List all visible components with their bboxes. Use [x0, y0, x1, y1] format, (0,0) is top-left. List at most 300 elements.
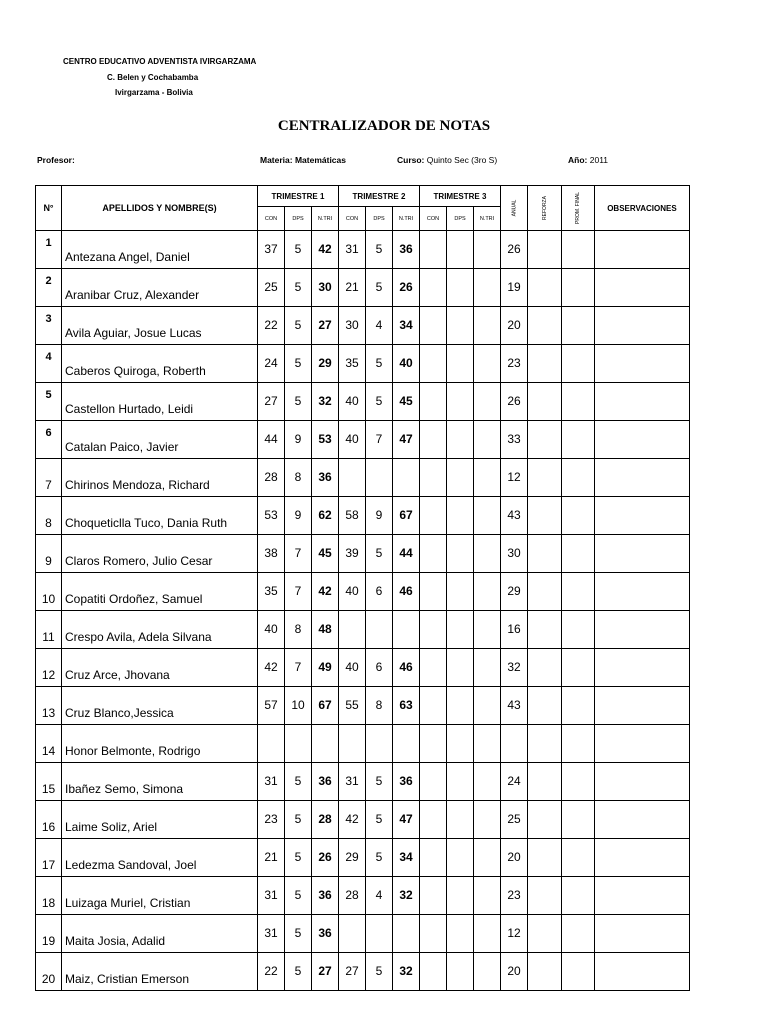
t3-con-cell — [420, 915, 447, 953]
table-row — [36, 269, 690, 307]
t3-dps-cell — [447, 307, 474, 345]
row-number-label: 15 — [41, 782, 56, 796]
t1-dps-cell: 5 — [285, 383, 312, 421]
t1-con-cell: 27 — [258, 383, 285, 421]
t3-dps-cell — [447, 839, 474, 877]
prom-final-cell — [562, 345, 595, 383]
observaciones-cell — [594, 953, 689, 991]
t1-ntri-cell: 29 — [312, 345, 339, 383]
table-row — [36, 421, 690, 459]
t1-ntri-cell: 42 — [312, 231, 339, 269]
t1-con-cell: 31 — [258, 915, 285, 953]
col-header-trimestre-2: TRIMESTRE 2 — [339, 186, 420, 207]
table-row — [36, 611, 690, 649]
row-number-label: 12 — [41, 668, 56, 682]
student-name: Catalan Paico, Javier — [62, 421, 258, 459]
t2-ntri-cell: 36 — [393, 763, 420, 801]
anual-cell: 43 — [501, 687, 528, 725]
t1-dps-cell: 7 — [285, 573, 312, 611]
t2-ntri-cell: 32 — [393, 953, 420, 991]
anual-cell: 30 — [501, 535, 528, 573]
t3-ntri-cell — [474, 611, 501, 649]
col-header-reforza — [528, 186, 562, 231]
t1-dps-cell: 5 — [285, 801, 312, 839]
t3-ntri-cell — [474, 307, 501, 345]
anual-cell: 33 — [501, 421, 528, 459]
t2-con-cell: 40 — [339, 421, 366, 459]
anual-cell: 32 — [501, 649, 528, 687]
curso-value: Quinto Sec (3ro S) — [426, 155, 498, 165]
t2-con-cell: 40 — [339, 649, 366, 687]
t1-con-cell: 21 — [258, 839, 285, 877]
t2-ntri-cell: 36 — [393, 231, 420, 269]
t1-dps-cell: 5 — [285, 307, 312, 345]
anual-cell: 25 — [501, 801, 528, 839]
reforza-cell — [528, 421, 562, 459]
reforza-cell — [528, 839, 562, 877]
t3-con-cell — [420, 687, 447, 725]
prom-final-cell — [562, 687, 595, 725]
anual-cell: 23 — [501, 877, 528, 915]
t1-dps-cell: 9 — [285, 497, 312, 535]
t1-ntri-cell: 32 — [312, 383, 339, 421]
prom-final-cell — [562, 649, 595, 687]
subheader-t2-dps: DPS — [366, 207, 393, 231]
t2-dps-cell: 5 — [366, 383, 393, 421]
t1-ntri-cell: 62 — [312, 497, 339, 535]
t1-con-cell: 35 — [258, 573, 285, 611]
t1-dps-cell — [285, 725, 312, 763]
col-header-prom-final — [562, 186, 595, 231]
t3-con-cell — [420, 839, 447, 877]
observaciones-cell — [594, 535, 689, 573]
t3-ntri-cell — [474, 687, 501, 725]
t1-ntri-cell: 28 — [312, 801, 339, 839]
t2-ntri-cell: 45 — [393, 383, 420, 421]
observaciones-cell — [594, 497, 689, 535]
t1-con-cell: 23 — [258, 801, 285, 839]
t3-ntri-cell — [474, 421, 501, 459]
t3-ntri-cell — [474, 345, 501, 383]
t2-dps-cell: 7 — [366, 421, 393, 459]
anio-label: Año: — [568, 155, 588, 165]
t3-ntri-cell — [474, 953, 501, 991]
t1-ntri-cell: 36 — [312, 459, 339, 497]
profesor-label: Profesor: — [37, 155, 75, 165]
observaciones-cell — [594, 801, 689, 839]
t3-dps-cell — [447, 345, 474, 383]
row-number — [36, 801, 62, 839]
row-number — [36, 307, 62, 345]
t3-dps-cell — [447, 535, 474, 573]
table-row — [36, 915, 690, 953]
t1-dps-cell: 8 — [285, 611, 312, 649]
subheader-t3-con: CON — [420, 207, 447, 231]
student-name: Aranibar Cruz, Alexander — [62, 269, 258, 307]
table-row — [36, 383, 690, 421]
observaciones-cell — [594, 839, 689, 877]
t2-ntri-cell — [393, 459, 420, 497]
observaciones-cell — [594, 231, 689, 269]
t2-dps-cell: 4 — [366, 877, 393, 915]
prom-final-cell — [562, 383, 595, 421]
student-name: Antezana Angel, Daniel — [62, 231, 258, 269]
prom-final-cell — [562, 801, 595, 839]
student-name: Luizaga Muriel, Cristian — [62, 877, 258, 915]
t3-dps-cell — [447, 421, 474, 459]
t2-ntri-cell: 26 — [393, 269, 420, 307]
t1-con-cell: 22 — [258, 953, 285, 991]
t1-dps-cell: 5 — [285, 763, 312, 801]
t2-dps-cell: 5 — [366, 269, 393, 307]
student-name: Crespo Avila, Adela Silvana — [62, 611, 258, 649]
prom-final-cell — [562, 839, 595, 877]
student-name: Copatiti Ordoñez, Samuel — [62, 573, 258, 611]
observaciones-cell — [594, 877, 689, 915]
student-name: Avila Aguiar, Josue Lucas — [62, 307, 258, 345]
t2-dps-cell: 5 — [366, 801, 393, 839]
row-number-label: 4 — [45, 351, 52, 363]
t1-ntri-cell: 45 — [312, 535, 339, 573]
observaciones-cell — [594, 307, 689, 345]
t1-ntri-cell: 27 — [312, 953, 339, 991]
t1-dps-cell: 5 — [285, 231, 312, 269]
t3-dps-cell — [447, 649, 474, 687]
row-number — [36, 839, 62, 877]
t2-dps-cell: 4 — [366, 307, 393, 345]
student-name: Choqueticlla Tuco, Dania Ruth — [62, 497, 258, 535]
row-number-label: 20 — [41, 972, 56, 986]
row-number — [36, 573, 62, 611]
t1-con-cell: 25 — [258, 269, 285, 307]
t1-con-cell: 53 — [258, 497, 285, 535]
t3-dps-cell — [447, 725, 474, 763]
t3-con-cell — [420, 877, 447, 915]
t2-dps-cell — [366, 725, 393, 763]
prom-final-cell — [562, 725, 595, 763]
row-number-label: 5 — [45, 389, 52, 401]
t1-ntri-cell: 36 — [312, 877, 339, 915]
observaciones-cell — [594, 687, 689, 725]
col-header-trimestre-3: TRIMESTRE 3 — [420, 186, 501, 207]
t1-con-cell: 42 — [258, 649, 285, 687]
prom-final-cell — [562, 421, 595, 459]
prom-final-cell — [562, 915, 595, 953]
table-row — [36, 573, 690, 611]
t3-ntri-cell — [474, 915, 501, 953]
col-header-observaciones: OBSERVACIONES — [594, 186, 689, 231]
row-number-label: 17 — [41, 858, 56, 872]
reforza-cell — [528, 763, 562, 801]
t3-dps-cell — [447, 383, 474, 421]
anual-cell: 26 — [501, 231, 528, 269]
t3-dps-cell — [447, 573, 474, 611]
t3-con-cell — [420, 801, 447, 839]
t2-con-cell: 40 — [339, 383, 366, 421]
t2-dps-cell: 5 — [366, 345, 393, 383]
row-number-label: 6 — [45, 427, 52, 439]
t2-con-cell: 42 — [339, 801, 366, 839]
anual-cell: 23 — [501, 345, 528, 383]
reforza-cell — [528, 535, 562, 573]
t2-ntri-cell: 34 — [393, 307, 420, 345]
t1-ntri-cell: 30 — [312, 269, 339, 307]
reforza-cell — [528, 573, 562, 611]
t1-dps-cell: 5 — [285, 953, 312, 991]
t1-con-cell: 31 — [258, 877, 285, 915]
table-row — [36, 649, 690, 687]
t1-ntri-cell: 49 — [312, 649, 339, 687]
reforza-cell — [528, 611, 562, 649]
materia-field — [260, 155, 346, 165]
t1-con-cell: 22 — [258, 307, 285, 345]
t3-con-cell — [420, 459, 447, 497]
t2-dps-cell — [366, 915, 393, 953]
t3-dps-cell — [447, 497, 474, 535]
row-number-label: 16 — [41, 820, 56, 834]
table-row — [36, 231, 690, 269]
t2-con-cell: 35 — [339, 345, 366, 383]
reforza-cell — [528, 269, 562, 307]
t3-ntri-cell — [474, 573, 501, 611]
prom-final-cell — [562, 763, 595, 801]
student-name: Caberos Quiroga, Roberth — [62, 345, 258, 383]
prom-final-cell — [562, 269, 595, 307]
t1-con-cell: 38 — [258, 535, 285, 573]
col-header-trimestre-1: TRIMESTRE 1 — [258, 186, 339, 207]
t2-ntri-cell: 63 — [393, 687, 420, 725]
t3-con-cell — [420, 345, 447, 383]
t3-ntri-cell — [474, 383, 501, 421]
table-row — [36, 801, 690, 839]
t2-con-cell — [339, 725, 366, 763]
t3-ntri-cell — [474, 649, 501, 687]
t3-ntri-cell — [474, 269, 501, 307]
t3-con-cell — [420, 953, 447, 991]
t1-con-cell — [258, 725, 285, 763]
t1-dps-cell: 9 — [285, 421, 312, 459]
student-name: Laime Soliz, Ariel — [62, 801, 258, 839]
row-number — [36, 345, 62, 383]
reforza-cell — [528, 801, 562, 839]
row-number — [36, 421, 62, 459]
table-row — [36, 535, 690, 573]
student-name: Ibañez Semo, Simona — [62, 763, 258, 801]
prom-final-cell — [562, 877, 595, 915]
anual-cell: 20 — [501, 839, 528, 877]
student-name: Honor Belmonte, Rodrigo — [62, 725, 258, 763]
row-number-label: 9 — [45, 554, 52, 568]
t2-dps-cell: 5 — [366, 231, 393, 269]
t2-dps-cell: 5 — [366, 763, 393, 801]
anual-cell: 12 — [501, 915, 528, 953]
table-row — [36, 877, 690, 915]
t2-con-cell — [339, 459, 366, 497]
t1-dps-cell: 5 — [285, 269, 312, 307]
row-number — [36, 497, 62, 535]
student-name: Maiz, Cristian Emerson — [62, 953, 258, 991]
student-name: Cruz Blanco,Jessica — [62, 687, 258, 725]
t2-con-cell: 30 — [339, 307, 366, 345]
t2-ntri-cell: 40 — [393, 345, 420, 383]
student-name: Castellon Hurtado, Leidi — [62, 383, 258, 421]
profesor-field — [37, 155, 75, 165]
row-number — [36, 915, 62, 953]
t3-ntri-cell — [474, 535, 501, 573]
prom-final-cell — [562, 611, 595, 649]
t1-ntri-cell — [312, 725, 339, 763]
t1-ntri-cell: 67 — [312, 687, 339, 725]
t1-dps-cell: 7 — [285, 649, 312, 687]
t2-con-cell: 31 — [339, 763, 366, 801]
t2-con-cell: 21 — [339, 269, 366, 307]
prom-final-cell — [562, 231, 595, 269]
observaciones-cell — [594, 915, 689, 953]
t2-ntri-cell: 44 — [393, 535, 420, 573]
row-number-label: 3 — [45, 313, 52, 325]
observaciones-cell — [594, 269, 689, 307]
t2-dps-cell: 6 — [366, 573, 393, 611]
t1-con-cell: 28 — [258, 459, 285, 497]
t3-ntri-cell — [474, 801, 501, 839]
t1-ntri-cell: 48 — [312, 611, 339, 649]
row-number — [36, 649, 62, 687]
row-number-label: 13 — [41, 706, 56, 720]
t3-con-cell — [420, 763, 447, 801]
col-header-no: N° — [36, 186, 62, 231]
t2-con-cell: 28 — [339, 877, 366, 915]
t3-con-cell — [420, 649, 447, 687]
row-number-label: 11 — [42, 630, 55, 644]
t3-dps-cell — [447, 877, 474, 915]
t1-dps-cell: 5 — [285, 877, 312, 915]
t3-dps-cell — [447, 801, 474, 839]
t2-con-cell: 27 — [339, 953, 366, 991]
reforza-cell — [528, 649, 562, 687]
reforza-cell — [528, 687, 562, 725]
document-title: CENTRALIZADOR DE NOTAS — [277, 118, 491, 134]
row-number-label: 2 — [45, 275, 52, 287]
subheader-t3-ntri: N.TRI — [474, 207, 501, 231]
anio-value: 2011 — [589, 155, 609, 165]
t1-dps-cell: 5 — [285, 345, 312, 383]
t3-dps-cell — [447, 269, 474, 307]
student-name: Ledezma Sandoval, Joel — [62, 839, 258, 877]
t3-dps-cell — [447, 763, 474, 801]
row-number — [36, 535, 62, 573]
anual-cell: 24 — [501, 763, 528, 801]
prom-final-cell — [562, 497, 595, 535]
t1-dps-cell: 5 — [285, 839, 312, 877]
school-city: Ivirgarzama - Bolivia — [115, 88, 193, 97]
t1-con-cell: 24 — [258, 345, 285, 383]
curso-field — [397, 155, 497, 165]
t2-ntri-cell — [393, 915, 420, 953]
reforza-cell — [528, 307, 562, 345]
reforza-cell — [528, 231, 562, 269]
prom-final-cell — [562, 459, 595, 497]
anual-cell: 12 — [501, 459, 528, 497]
t3-con-cell — [420, 269, 447, 307]
t3-ntri-cell — [474, 725, 501, 763]
t3-con-cell — [420, 231, 447, 269]
t3-con-cell — [420, 573, 447, 611]
reforza-cell — [528, 953, 562, 991]
reforza-cell — [528, 877, 562, 915]
row-number-label: 18 — [41, 896, 56, 910]
t2-dps-cell: 5 — [366, 535, 393, 573]
t1-ntri-cell: 42 — [312, 573, 339, 611]
t2-dps-cell: 5 — [366, 839, 393, 877]
student-name: Maita Josia, Adalid — [62, 915, 258, 953]
observaciones-cell — [594, 345, 689, 383]
student-name: Chirinos Mendoza, Richard — [62, 459, 258, 497]
reforza-cell — [528, 497, 562, 535]
t1-dps-cell: 7 — [285, 535, 312, 573]
reforza-cell — [528, 725, 562, 763]
col-header-reforza-label: REFORZA — [541, 196, 548, 220]
subheader-t1-con: CON — [258, 207, 285, 231]
materia-value: Matemáticas — [294, 155, 346, 165]
col-header-anual-label: ANUAL — [511, 199, 517, 217]
t2-con-cell: 29 — [339, 839, 366, 877]
reforza-cell — [528, 345, 562, 383]
student-name: Claros Romero, Julio Cesar — [62, 535, 258, 573]
t2-ntri-cell — [393, 725, 420, 763]
school-address: C. Belen y Cochabamba — [107, 73, 199, 82]
reforza-cell — [528, 459, 562, 497]
t1-con-cell: 44 — [258, 421, 285, 459]
student-name: Cruz Arce, Jhovana — [62, 649, 258, 687]
t3-ntri-cell — [474, 497, 501, 535]
t2-dps-cell — [366, 611, 393, 649]
t1-con-cell: 57 — [258, 687, 285, 725]
t3-dps-cell — [447, 231, 474, 269]
t1-con-cell: 40 — [258, 611, 285, 649]
observaciones-cell — [594, 763, 689, 801]
anual-cell: 43 — [501, 497, 528, 535]
col-header-anual — [501, 186, 528, 231]
table-row — [36, 763, 690, 801]
t2-ntri-cell: 46 — [393, 573, 420, 611]
observaciones-cell — [594, 459, 689, 497]
prom-final-cell — [562, 573, 595, 611]
t2-ntri-cell: 47 — [393, 421, 420, 459]
prom-final-cell — [562, 307, 595, 345]
table-row — [36, 497, 690, 535]
t3-con-cell — [420, 535, 447, 573]
t3-ntri-cell — [474, 459, 501, 497]
t3-ntri-cell — [474, 839, 501, 877]
subheader-t1-ntri: N.TRI — [312, 207, 339, 231]
observaciones-cell — [594, 573, 689, 611]
t2-ntri-cell: 46 — [393, 649, 420, 687]
prom-final-cell — [562, 535, 595, 573]
row-number-label: 8 — [45, 516, 52, 530]
curso-label: Curso: — [397, 155, 425, 165]
anual-cell: 20 — [501, 307, 528, 345]
table-row — [36, 345, 690, 383]
row-number-label: 7 — [45, 478, 52, 492]
t2-con-cell: 40 — [339, 573, 366, 611]
materia-label: Materia: — [260, 155, 293, 165]
anual-cell: 26 — [501, 383, 528, 421]
t3-con-cell — [420, 497, 447, 535]
subheader-t3-dps: DPS — [447, 207, 474, 231]
anual-cell: 19 — [501, 269, 528, 307]
t3-dps-cell — [447, 915, 474, 953]
t2-dps-cell: 9 — [366, 497, 393, 535]
